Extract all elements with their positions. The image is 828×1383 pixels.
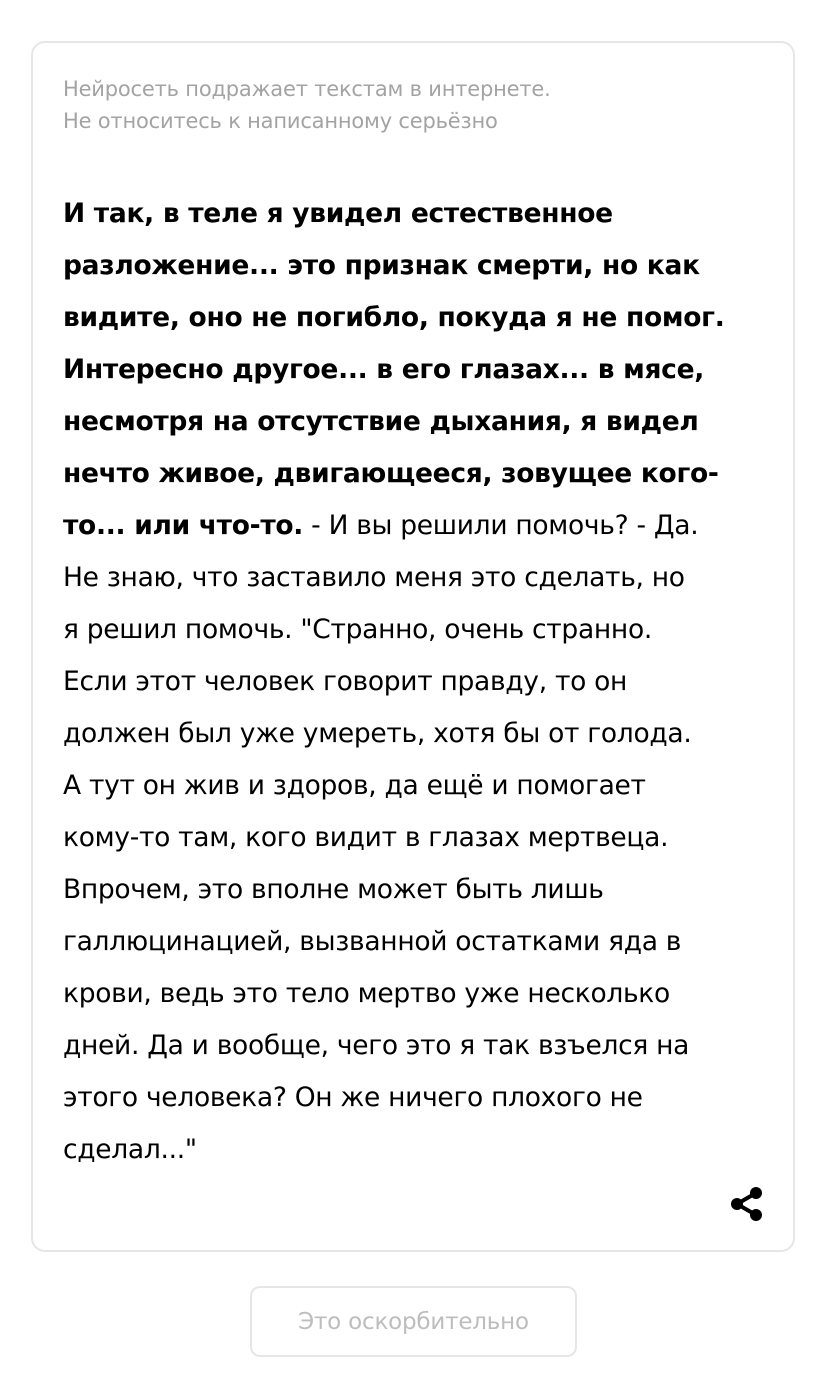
disclaimer-line: Нейросеть подражает текстам в интернете. bbox=[63, 77, 551, 101]
report-offensive-button[interactable]: Это оскорбительно bbox=[250, 1286, 577, 1357]
story-line: разложение... это признак смерти, но как bbox=[63, 250, 700, 281]
story-line: Интересно другое... в его глазах... в мясе, bbox=[63, 354, 705, 385]
story-line: несмотря на отсутствие дыхания, я видел bbox=[63, 406, 699, 437]
disclaimer-text bbox=[63, 73, 743, 137]
story-line: сделал..." bbox=[63, 1134, 197, 1165]
generated-text-card bbox=[31, 41, 795, 1252]
story-line: дней. Да и вообще, чего это я так взъелся на bbox=[63, 1030, 690, 1061]
story-line: Если этот человек говорит правду, то он bbox=[63, 666, 628, 697]
story-line bbox=[63, 500, 763, 552]
story-line: этого человека? Он же ничего плохого не bbox=[63, 1082, 643, 1113]
story-line: крови, ведь это тело мертво уже несколько bbox=[63, 978, 670, 1009]
disclaimer-line: Не относитесь к написанному серьёзно bbox=[63, 109, 498, 133]
share-button[interactable] bbox=[727, 1184, 767, 1224]
story-line: нечто живое, двигающееся, зовущее кого- bbox=[63, 458, 719, 489]
story-line: кому-то там, кого видит в глазах мертвеца. bbox=[63, 822, 669, 853]
generated-story bbox=[63, 188, 763, 1176]
story-line: И так, в теле я увидел естественное bbox=[63, 198, 613, 229]
story-line: А тут он жив и здоров, да ещё и помогает bbox=[63, 770, 646, 801]
story-line: должен был уже умереть, хотя бы от голода. bbox=[63, 718, 692, 749]
story-prompt-end: то... или что-то. bbox=[63, 510, 304, 541]
story-line: видите, оно не погибло, покуда я не помог. bbox=[63, 302, 725, 333]
story-line: я решил помочь. "Странно, очень странно. bbox=[63, 614, 652, 645]
story-line: Впрочем, это вполне может быть лишь bbox=[63, 874, 604, 905]
story-continuation-start: - И вы решили помочь? - Да. bbox=[303, 510, 699, 541]
share-icon bbox=[727, 1184, 767, 1224]
story-line: галлюцинацией, вызванной остатками яда в bbox=[63, 926, 682, 957]
story-line: Не знаю, что заставило меня это сделать, но bbox=[63, 562, 685, 593]
